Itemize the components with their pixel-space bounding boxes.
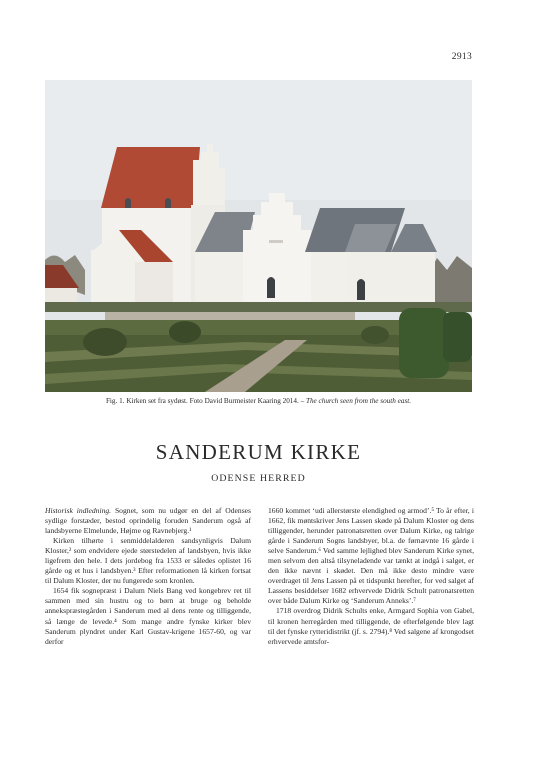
page-title: SANDERUM KIRKE <box>155 440 362 464</box>
paragraph: 1660 kommet ‘udi allerstørste elendighed og armod’.⁵ To år efter, i 1662, fik møntskriver Jens Lassen skøde på Dalum Kloster og dens tilliggender, herunder patronatsretten over Dalum Kirke, og talrige gårde i Sanderum Sogns landsbyer, bl.a. de førnævnte 16 gårde i selve Sanderum.⁶ Ved samme lejlighed blev Sanderum Kirke synet, men selvom den altså tilsyneladende var tænkt at indgå i salget, er den ikke nævnt i skødet. Den må ikke desto mindre være overdraget til Jens Lassen på et tidspunkt herefter, for ved salget af Lassens besiddelser 1682 erhvervede Didrik Schult patronatsretten over både Dalum Kirke og ‘Sanderum Anneks’.⁷ <box>268 506 474 606</box>
page-number: 2913 <box>451 52 472 62</box>
church-illustration <box>45 80 472 392</box>
paragraph: Kirken tilhørte i senmiddelalderen sandsynligvis Dalum Kloster,² som endvidere ejede størstedelen af landsbyen, hvis ikke ligefrem den hele. I dets jordebog fra 1533 er således oplistet 16 gårde og et hus i landsbyen.³ Efter reformationen lå kirken fortsat til Dalum Kloster, der nu fungerede som kronlen. <box>45 536 251 586</box>
caption-danish: Kirken set fra sydøst. Foto David Burmeister Kaaring 2014. – <box>126 397 305 405</box>
left-column <box>45 506 251 647</box>
church-photo <box>45 80 472 392</box>
paragraph <box>45 506 251 536</box>
figure-caption <box>45 397 472 406</box>
right-column <box>268 506 474 647</box>
page-subtitle: ODENSE HERRED <box>211 473 306 484</box>
paragraph: 1654 fik sognepræst i Dalum Niels Bang ved kongebrev ret til sammen med sin hustru og to børn at bruge og beholde annekspræstegården i Sanderum med al dens rente og tilliggende, så længe de levede.⁴ Som mange andre fynske kirker blev Sanderum plyndret under Karl Gustav-krigene 1657-60, og var derfor <box>45 586 251 646</box>
section-lead: Historisk indledning. <box>45 506 112 515</box>
figure-label: Fig. 1. <box>105 397 125 405</box>
paragraph-text: Sognet, som nu udgør en del af Odenses sydlige forstæder, bestod oprindelig foruden Sanderum også af landsbyerne Elmelunde, Højme og Ravnebjerg.¹ <box>45 506 251 536</box>
caption-english: The church seen from the south east. <box>305 397 412 405</box>
paragraph: 1718 overdrog Didrik Schults enke, Armgard Sophia von Gabel, til kronen herregården med tilliggende, de efterfølgende blev lagt til det fynske rytteridistrikt (jf. s. 2794).⁸ Ved salgene af krongodset erhvervede amtsfor- <box>268 606 474 646</box>
